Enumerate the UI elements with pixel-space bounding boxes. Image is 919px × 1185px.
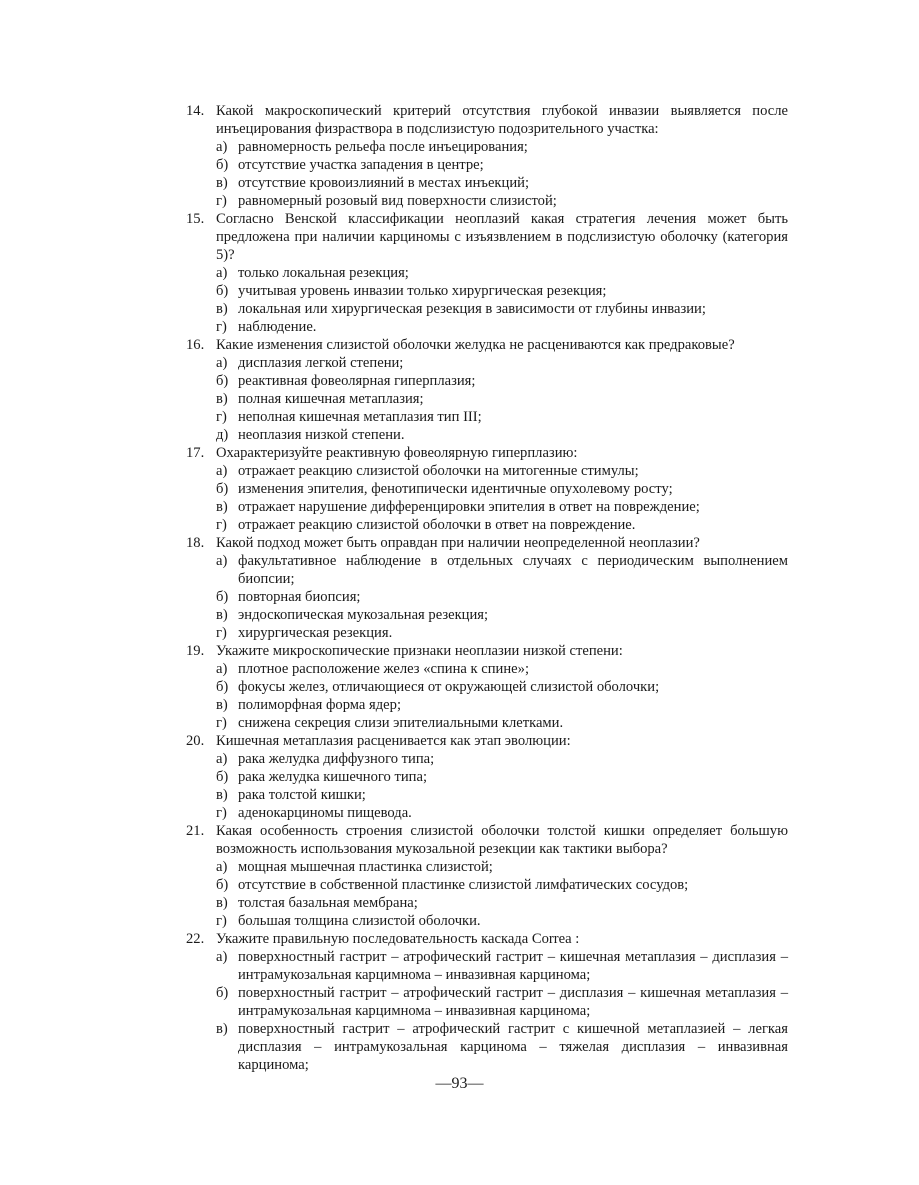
option-text: снижена секреция слизи эпителиальными клетками. (238, 715, 564, 731)
option-text: толстая базальная мембрана; (238, 895, 418, 911)
question-item (186, 102, 788, 210)
option-text: эндоскопическая мукозальная резекция; (238, 607, 489, 623)
answer-option (216, 714, 788, 732)
option-text: фокусы желез, отличающиеся от окружающей слизистой оболочки; (238, 679, 660, 695)
question-number: 15. (186, 211, 205, 227)
option-text: локальная или хирургическая резекция в зависимости от глубины инвазии; (238, 301, 706, 317)
answer-option (216, 282, 788, 300)
question-item (186, 930, 788, 1074)
question-text: Укажите микроскопические признаки неоплазии низкой степени: (216, 643, 623, 659)
option-text: повторная биопсия; (238, 589, 361, 605)
option-letter: а) (216, 463, 228, 479)
answer-option (216, 318, 788, 336)
option-letter: в) (216, 391, 228, 407)
answer-option (216, 588, 788, 606)
option-letter: а) (216, 553, 228, 569)
answer-option (216, 984, 788, 1020)
answer-option (216, 606, 788, 624)
question-item (186, 732, 788, 822)
option-letter: б) (216, 157, 229, 173)
option-text: полиморфная форма ядер; (238, 697, 401, 713)
option-text: мощная мышечная пластинка слизистой; (238, 859, 493, 875)
option-letter: г) (216, 913, 227, 929)
option-text: равномерность рельефа после инъецирования; (238, 139, 528, 155)
answer-option (216, 156, 788, 174)
answer-option (216, 678, 788, 696)
question-number: 19. (186, 643, 205, 659)
option-text: аденокарциномы пищевода. (238, 805, 412, 821)
option-letter: д) (216, 427, 229, 443)
answer-options (216, 138, 788, 210)
option-text: только локальная резекция; (238, 265, 409, 281)
option-letter: в) (216, 895, 228, 911)
answer-option (216, 894, 788, 912)
option-text: рака желудка диффузного типа; (238, 751, 435, 767)
option-text: отсутствие кровоизлияний в местах инъекций; (238, 175, 529, 191)
question-item (186, 336, 788, 444)
option-letter: в) (216, 301, 228, 317)
question-text: Какая особенность строения слизистой оболочки толстой кишки определяет большую возможность использования мукозальной резекции как тактики выбора? (216, 823, 788, 857)
option-text: хирургическая резекция. (238, 625, 393, 641)
option-letter: г) (216, 319, 227, 335)
option-text: поверхностный гастрит – атрофический гастрит с кишечной метаплазией – легкая дисплазия – интрамукозальная карцинома – тяжелая дисплазия – инвазивная карцинома; (238, 1021, 788, 1073)
answer-options (216, 660, 788, 732)
answer-option (216, 948, 788, 984)
option-text: рака толстой кишки; (238, 787, 366, 803)
option-text: отражает нарушение дифференцировки эпителия в ответ на повреждение; (238, 499, 700, 515)
answer-option (216, 750, 788, 768)
option-letter: г) (216, 715, 227, 731)
answer-option (216, 804, 788, 822)
answer-options (216, 462, 788, 534)
answer-option (216, 408, 788, 426)
answer-option (216, 768, 788, 786)
option-text: плотное расположение желез «спина к спине»; (238, 661, 530, 677)
option-letter: б) (216, 589, 229, 605)
answer-option (216, 426, 788, 444)
option-letter: а) (216, 859, 228, 875)
answer-option (216, 264, 788, 282)
answer-options (216, 552, 788, 642)
option-letter: г) (216, 517, 227, 533)
question-text: Укажите правильную последовательность каскада Correa : (216, 931, 580, 947)
answer-options (216, 264, 788, 336)
question-item (186, 210, 788, 336)
answer-option (216, 138, 788, 156)
answer-options (216, 750, 788, 822)
answer-option (216, 516, 788, 534)
question-number: 17. (186, 445, 205, 461)
answer-option (216, 624, 788, 642)
option-text: реактивная фовеолярная гиперплазия; (238, 373, 476, 389)
option-letter: в) (216, 697, 228, 713)
option-letter: б) (216, 985, 229, 1001)
answer-option (216, 660, 788, 678)
question-number: 16. (186, 337, 205, 353)
answer-option (216, 192, 788, 210)
question-text: Охарактеризуйте реактивную фовеолярную гиперплазию: (216, 445, 578, 461)
answer-option (216, 354, 788, 372)
option-text: равномерный розовый вид поверхности слизистой; (238, 193, 557, 209)
option-text: отражает реакцию слизистой оболочки в ответ на повреждение. (238, 517, 636, 533)
question-number: 21. (186, 823, 205, 839)
option-letter: а) (216, 139, 228, 155)
option-text: большая толщина слизистой оболочки. (238, 913, 481, 929)
answer-options (216, 948, 788, 1074)
answer-option (216, 174, 788, 192)
option-letter: б) (216, 769, 229, 785)
option-text: изменения эпителия, фенотипически идентичные опухолевому росту; (238, 481, 673, 497)
answer-option (216, 1020, 788, 1074)
answer-options (216, 354, 788, 444)
answer-option (216, 876, 788, 894)
answer-option (216, 912, 788, 930)
question-item (186, 822, 788, 930)
option-letter: а) (216, 949, 228, 965)
option-letter: а) (216, 355, 228, 371)
answer-options (216, 858, 788, 930)
answer-option (216, 498, 788, 516)
question-text: Какой подход может быть оправдан при наличии неопределенной неоплазии? (216, 535, 700, 551)
question-item (186, 534, 788, 642)
question-number: 20. (186, 733, 205, 749)
option-text: неоплазия низкой степени. (238, 427, 405, 443)
option-letter: б) (216, 679, 229, 695)
option-letter: г) (216, 193, 227, 209)
option-letter: в) (216, 499, 228, 515)
question-text: Какие изменения слизистой оболочки желудка не расцениваются как предраковые? (216, 337, 735, 353)
option-letter: г) (216, 625, 227, 641)
question-number: 22. (186, 931, 205, 947)
option-letter: а) (216, 265, 228, 281)
question-list (186, 102, 788, 1074)
option-text: дисплазия легкой степени; (238, 355, 404, 371)
question-text: Какой макроскопический критерий отсутствия глубокой инвазии выявляется после инъецирования физраствора в подслизистую подозрительного участка: (216, 103, 788, 137)
option-letter: б) (216, 877, 229, 893)
option-text: поверхностный гастрит – атрофический гастрит – дисплазия – кишечная метаплазия – интрамукозальная карцимнома – инвазивная карцинома; (238, 985, 788, 1019)
answer-option (216, 480, 788, 498)
option-letter: в) (216, 787, 228, 803)
answer-option (216, 372, 788, 390)
option-text: факультативное наблюдение в отдельных случаях с периодическим выполнением биопсии; (238, 553, 788, 587)
option-letter: а) (216, 751, 228, 767)
answer-option (216, 552, 788, 588)
option-text: отсутствие в собственной пластинке слизистой лимфатических сосудов; (238, 877, 689, 893)
option-letter: г) (216, 805, 227, 821)
option-text: неполная кишечная метаплазия тип III; (238, 409, 482, 425)
answer-option (216, 462, 788, 480)
page-number: —93— (435, 1075, 484, 1092)
question-number: 18. (186, 535, 205, 551)
answer-option (216, 300, 788, 318)
question-item (186, 642, 788, 732)
option-letter: в) (216, 1021, 228, 1037)
option-text: отражает реакцию слизистой оболочки на митогенные стимулы; (238, 463, 639, 479)
option-text: рака желудка кишечного типа; (238, 769, 428, 785)
question-text: Кишечная метаплазия расценивается как этап эволюции: (216, 733, 571, 749)
question-item (186, 444, 788, 534)
option-letter: в) (216, 607, 228, 623)
option-letter: б) (216, 373, 229, 389)
answer-option (216, 390, 788, 408)
option-letter: в) (216, 175, 228, 191)
option-letter: б) (216, 283, 229, 299)
option-text: наблюдение. (238, 319, 317, 335)
option-text: полная кишечная метаплазия; (238, 391, 424, 407)
option-text: поверхностный гастрит – атрофический гастрит – кишечная метаплазия – дисплазия – интрамукозальная карцимнома – инвазивная карцинома; (238, 949, 788, 983)
option-text: учитывая уровень инвазии только хирургическая резекция; (238, 283, 607, 299)
option-letter: б) (216, 481, 229, 497)
option-letter: г) (216, 409, 227, 425)
option-letter: а) (216, 661, 228, 677)
question-number: 14. (186, 103, 205, 119)
question-text: Согласно Венской классификации неоплазий какая стратегия лечения может быть предложена при наличии карциномы с изъязвлением в подслизистую оболочку (категория 5)? (216, 211, 788, 263)
answer-option (216, 696, 788, 714)
option-text: отсутствие участка западения в центре; (238, 157, 484, 173)
answer-option (216, 858, 788, 876)
answer-option (216, 786, 788, 804)
